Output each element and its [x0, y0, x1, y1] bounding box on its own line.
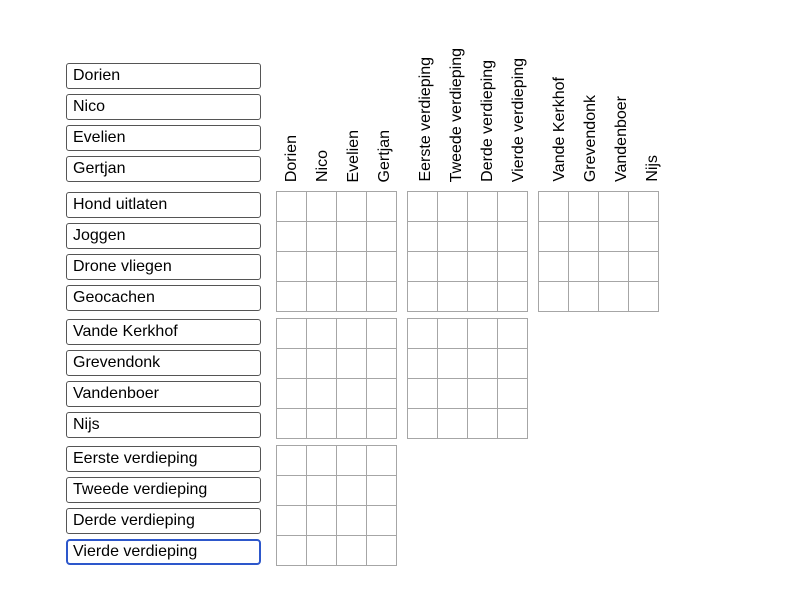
grid-cell[interactable] — [408, 222, 438, 252]
grid-cell[interactable] — [498, 319, 528, 349]
grid-cell[interactable] — [367, 252, 397, 282]
grid-cell[interactable] — [367, 349, 397, 379]
grid-cell[interactable] — [539, 282, 569, 312]
row-label-floors-3[interactable]: Vierde verdieping — [66, 539, 261, 565]
grid-block-activities-x-names — [276, 191, 397, 312]
grid-block-activities-x-surnames — [538, 191, 659, 312]
grid-cell[interactable] — [408, 319, 438, 349]
grid-cell[interactable] — [277, 252, 307, 282]
grid-cell[interactable] — [438, 222, 468, 252]
grid-cell[interactable] — [277, 282, 307, 312]
grid-cell[interactable] — [277, 476, 307, 506]
row-label-group-surnames — [66, 319, 261, 438]
grid-cell[interactable] — [498, 192, 528, 222]
row-label-group-names — [66, 63, 261, 182]
column-label-names-2 — [338, 10, 369, 182]
column-label-text: Tweede verdieping — [447, 47, 465, 182]
grid-cell[interactable] — [337, 319, 367, 349]
grid-cell[interactable] — [307, 476, 337, 506]
logic-puzzle-board — [66, 10, 800, 566]
grid-cell[interactable] — [468, 349, 498, 379]
column-label-surnames-1 — [575, 10, 606, 182]
grid-cell[interactable] — [277, 349, 307, 379]
row-label-activities-1[interactable]: Joggen — [66, 223, 261, 249]
grid-cell[interactable] — [367, 192, 397, 222]
column-label-names-0 — [276, 10, 307, 182]
grid-group — [276, 318, 528, 439]
row-label-group-floors — [66, 446, 261, 565]
grid-cell[interactable] — [367, 282, 397, 312]
grid-cell[interactable] — [498, 349, 528, 379]
grid-block-activities-x-floors — [407, 191, 528, 312]
grid-cell[interactable] — [367, 476, 397, 506]
grid-cell[interactable] — [599, 222, 629, 252]
grid-cell[interactable] — [408, 282, 438, 312]
grid-cell[interactable] — [498, 379, 528, 409]
row-label-activities-0[interactable]: Hond uitlaten — [66, 192, 261, 218]
grid-cell[interactable] — [337, 282, 367, 312]
grid-cell[interactable] — [337, 192, 367, 222]
grid-cell[interactable] — [408, 192, 438, 222]
column-label-text: Evelien — [344, 129, 362, 182]
column-label-names-3 — [369, 10, 400, 182]
grid-cell[interactable] — [337, 222, 367, 252]
column-label-text: Gertjan — [375, 129, 393, 182]
grid-cell[interactable] — [539, 252, 569, 282]
grid-cell[interactable] — [337, 476, 367, 506]
grid-cell[interactable] — [408, 379, 438, 409]
grid-cell[interactable] — [277, 446, 307, 476]
row-label-floors-1[interactable]: Tweede verdieping — [66, 477, 261, 503]
column-label-names-1 — [307, 10, 338, 182]
grid-cell[interactable] — [277, 536, 307, 566]
header-row — [66, 10, 800, 182]
grid-block-floors-x-names — [276, 445, 397, 566]
grid-cell[interactable] — [277, 192, 307, 222]
grid-cell[interactable] — [468, 282, 498, 312]
column-label-text: Vande Kerkhof — [550, 77, 568, 182]
row-label-surnames-0[interactable]: Vande Kerkhof — [66, 319, 261, 345]
grid-cell[interactable] — [307, 409, 337, 439]
grid-cell[interactable] — [277, 379, 307, 409]
grid-block-surnames-x-floors — [407, 318, 528, 439]
grid-cell[interactable] — [307, 349, 337, 379]
grid-cell[interactable] — [438, 252, 468, 282]
row-label-names-0[interactable]: Dorien — [66, 63, 261, 89]
grid-cell[interactable] — [438, 282, 468, 312]
grid-cell[interactable] — [438, 192, 468, 222]
grid-block-surnames-x-names — [276, 318, 397, 439]
grid-cell[interactable] — [307, 379, 337, 409]
grid-cell[interactable] — [599, 192, 629, 222]
grid-cell[interactable] — [367, 409, 397, 439]
column-label-surnames-3 — [637, 10, 668, 182]
grid-cell[interactable] — [498, 282, 528, 312]
column-group-names — [276, 10, 400, 182]
grid-cell[interactable] — [337, 349, 367, 379]
grid-cell[interactable] — [438, 319, 468, 349]
grid-cell[interactable] — [307, 192, 337, 222]
column-label-surnames-0 — [544, 10, 575, 182]
grid-cell[interactable] — [498, 222, 528, 252]
band-row-activities — [66, 191, 800, 312]
grid-cell[interactable] — [367, 222, 397, 252]
grid-cell[interactable] — [337, 379, 367, 409]
band-row-surnames — [66, 318, 800, 439]
column-label-text: Derde verdieping — [478, 60, 496, 182]
grid-cell[interactable] — [307, 222, 337, 252]
grid-cell[interactable] — [367, 319, 397, 349]
grid-cell[interactable] — [367, 506, 397, 536]
grid-cell[interactable] — [438, 409, 468, 439]
row-label-group-activities — [66, 192, 261, 311]
grid-cell[interactable] — [337, 446, 367, 476]
column-label-text: Grevendonk — [581, 94, 599, 182]
band-row-floors — [66, 445, 800, 566]
grid-cell[interactable] — [367, 446, 397, 476]
grid-cell[interactable] — [337, 409, 367, 439]
row-label-floors-0[interactable]: Eerste verdieping — [66, 446, 261, 472]
column-label-text: Vierde verdieping — [509, 57, 527, 182]
grid-group — [276, 445, 397, 566]
grid-cell[interactable] — [307, 282, 337, 312]
grid-cell[interactable] — [569, 192, 599, 222]
column-label-text: Dorien — [282, 134, 300, 182]
grid-cell[interactable] — [307, 446, 337, 476]
grid-cell[interactable] — [408, 252, 438, 282]
row-label-activities-3[interactable]: Geocachen — [66, 285, 261, 311]
grid-cell[interactable] — [468, 379, 498, 409]
grid-cell[interactable] — [498, 252, 528, 282]
grid-group — [276, 191, 659, 312]
grid-cell[interactable] — [337, 252, 367, 282]
grid-cell[interactable] — [277, 506, 307, 536]
grid-cell[interactable] — [599, 252, 629, 282]
grid-cell[interactable] — [307, 506, 337, 536]
row-label-names-3[interactable]: Gertjan — [66, 156, 261, 182]
column-group-floors — [410, 10, 534, 182]
column-label-text: Eerste verdieping — [416, 57, 434, 182]
grid-cell[interactable] — [277, 319, 307, 349]
row-label-names-1[interactable]: Nico — [66, 94, 261, 120]
row-label-surnames-3[interactable]: Nijs — [66, 412, 261, 438]
row-label-surnames-2[interactable]: Vandenboer — [66, 381, 261, 407]
column-group-surnames — [544, 10, 668, 182]
grid-cell[interactable] — [307, 319, 337, 349]
row-label-floors-2[interactable]: Derde verdieping — [66, 508, 261, 534]
grid-cell[interactable] — [569, 222, 599, 252]
grid-cell[interactable] — [629, 222, 659, 252]
grid-bands — [66, 191, 800, 566]
grid-cell[interactable] — [468, 252, 498, 282]
grid-cell[interactable] — [599, 282, 629, 312]
grid-cell[interactable] — [468, 222, 498, 252]
grid-cell[interactable] — [408, 349, 438, 379]
column-label-text: Vandenboer — [612, 96, 630, 182]
grid-cell[interactable] — [277, 409, 307, 439]
column-header-groups — [276, 10, 668, 182]
grid-cell[interactable] — [468, 409, 498, 439]
column-label-floors-1 — [441, 10, 472, 182]
row-label-names-2[interactable]: Evelien — [66, 125, 261, 151]
grid-cell[interactable] — [367, 536, 397, 566]
grid-cell[interactable] — [307, 252, 337, 282]
grid-cell[interactable] — [277, 222, 307, 252]
grid-cell[interactable] — [629, 192, 659, 222]
grid-cell[interactable] — [498, 409, 528, 439]
row-label-activities-2[interactable]: Drone vliegen — [66, 254, 261, 280]
grid-cell[interactable] — [438, 349, 468, 379]
grid-cell[interactable] — [438, 379, 468, 409]
grid-cell[interactable] — [539, 222, 569, 252]
column-label-floors-0 — [410, 10, 441, 182]
column-label-floors-3 — [503, 10, 534, 182]
grid-cell[interactable] — [569, 252, 599, 282]
grid-cell[interactable] — [408, 409, 438, 439]
grid-cell[interactable] — [468, 319, 498, 349]
grid-cell[interactable] — [337, 506, 367, 536]
column-label-surnames-2 — [606, 10, 637, 182]
grid-cell[interactable] — [307, 536, 337, 566]
row-label-surnames-1[interactable]: Grevendonk — [66, 350, 261, 376]
grid-cell[interactable] — [629, 282, 659, 312]
grid-cell[interactable] — [337, 536, 367, 566]
column-label-text: Nijs — [643, 155, 661, 182]
grid-cell[interactable] — [468, 192, 498, 222]
grid-cell[interactable] — [629, 252, 659, 282]
grid-cell[interactable] — [367, 379, 397, 409]
column-label-text: Nico — [313, 149, 331, 182]
column-label-floors-2 — [472, 10, 503, 182]
grid-cell[interactable] — [539, 192, 569, 222]
grid-cell[interactable] — [569, 282, 599, 312]
